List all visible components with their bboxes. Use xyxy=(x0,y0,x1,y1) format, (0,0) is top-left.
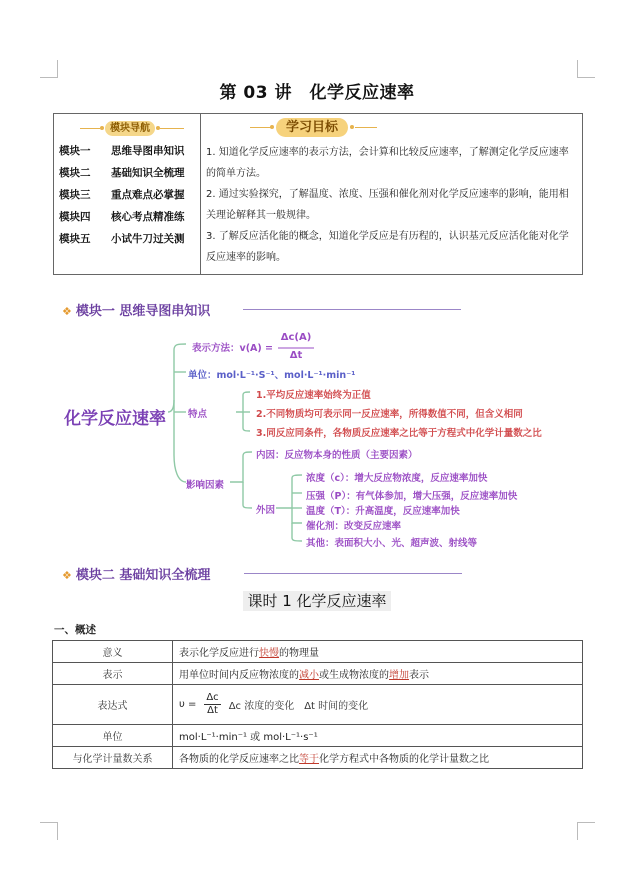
table-row xyxy=(53,685,583,725)
table-cell: 用单位时间内反应物浓度的减小或生成物浓度的增加表示 xyxy=(173,663,583,685)
rate-fraction-denominator: Δt xyxy=(289,350,303,361)
factor-inner: 内因：反应物本身的性质（主要因素） xyxy=(256,450,418,461)
mindmap-feature: 特点 xyxy=(188,409,208,420)
goal-item: 3. 了解反应活化能的概念，知道化学反应是有历程的，认识基元反应活化能对化学反应速率的影响。 xyxy=(206,231,569,263)
table-row xyxy=(53,641,583,663)
outer-factor-item: 催化剂：改变反应速率 xyxy=(306,521,402,532)
rate-fraction-numerator: Δc(A) xyxy=(280,332,312,343)
table-header-cell: 表达式 xyxy=(53,685,173,725)
overview-table xyxy=(52,640,583,769)
module-row[interactable]: 模块一 思维导图串知识 xyxy=(59,145,185,157)
table-cell: mol·L⁻¹·min⁻¹ 或 mol·L⁻¹·s⁻¹ xyxy=(173,725,583,747)
outer-factor-item: 压强（P）：有气体参加，增大压强，反应速率加快 xyxy=(306,491,518,502)
table-header-cell: 单位 xyxy=(53,725,173,747)
outer-factor-item: 其他：表面积大小、光、超声波、射线等 xyxy=(306,538,478,549)
diamond-icon: ❖ xyxy=(62,305,72,318)
goal-item: 1. 知道化学反应速率的表示方法，会计算和比较反应速率，了解测定化学反应速率的简单方法。 xyxy=(206,147,569,179)
page-title: 第 03 讲 化学反应速率 xyxy=(219,83,415,103)
lesson-title: 课时 1 化学反应速率 xyxy=(0,590,634,611)
feature-item: 1.平均反应速率始终为正值 xyxy=(256,390,371,401)
module-row[interactable]: 模块二 基础知识全梳理 xyxy=(59,167,185,179)
factor-outer: 外因 xyxy=(256,505,276,516)
goals-label: 学习目标 xyxy=(276,118,348,137)
section-rule xyxy=(244,573,462,574)
outer-factor-item: 浓度（c）：增大反应物浓度，反应速率加快 xyxy=(306,473,488,484)
table-cell: 各物质的化学反应速率之比等于化学方程式中各物质的化学计量数之比 xyxy=(173,747,583,769)
table-row xyxy=(53,747,583,769)
table-header-cell: 意义 xyxy=(53,641,173,663)
diamond-icon: ❖ xyxy=(62,569,72,582)
mindmap-unit: 单位：mol·L⁻¹·S⁻¹、mol·L⁻¹·min⁻¹ xyxy=(188,370,356,381)
module-row[interactable]: 模块五 小试牛刀过关测 xyxy=(59,233,185,245)
nav-label: 模块导航 xyxy=(105,121,155,136)
outer-factor-item: 温度（T）：升高温度，反应速率加快 xyxy=(306,506,460,517)
subheading: 一、概述 xyxy=(54,624,96,636)
mindmap-root: 化学反应速率 xyxy=(64,409,166,429)
goal-item: 2. 通过实验探究，了解温度、浓度、压强和催化剂对化学反应速率的影响，能用相关理论解释其一般规律。 xyxy=(206,189,569,221)
section-heading: ❖ 模块二 基础知识全梳理 xyxy=(62,568,211,583)
mindmap-method: 表示方法：v(A) = xyxy=(192,343,273,354)
table-header-cell: 与化学计量数关系 xyxy=(53,747,173,769)
table-row xyxy=(53,725,583,747)
table-header-cell: 表示 xyxy=(53,663,173,685)
mindmap-factors: 影响因素 xyxy=(186,480,225,491)
module-row[interactable]: 模块三 重点难点必掌握 xyxy=(59,189,185,201)
feature-item: 2.不同物质均可表示同一反应速率，所得数值不同，但含义相同 xyxy=(256,409,523,420)
module-row[interactable]: 模块四 核心考点精准练 xyxy=(59,211,185,223)
table-row xyxy=(53,663,583,685)
feature-item: 3.同反应同条件，各物质反应速率之比等于方程式中化学计量数之比 xyxy=(256,428,542,439)
section-heading: ❖ 模块一 思维导图串知识 xyxy=(62,304,211,319)
table-cell: 表示化学反应进行快慢的物理量 xyxy=(173,641,583,663)
table-cell: υ = $\frac{\Delta c}{\Delta t}$ Δc 浓度的变化 Δt 时间的变化 xyxy=(173,685,583,725)
